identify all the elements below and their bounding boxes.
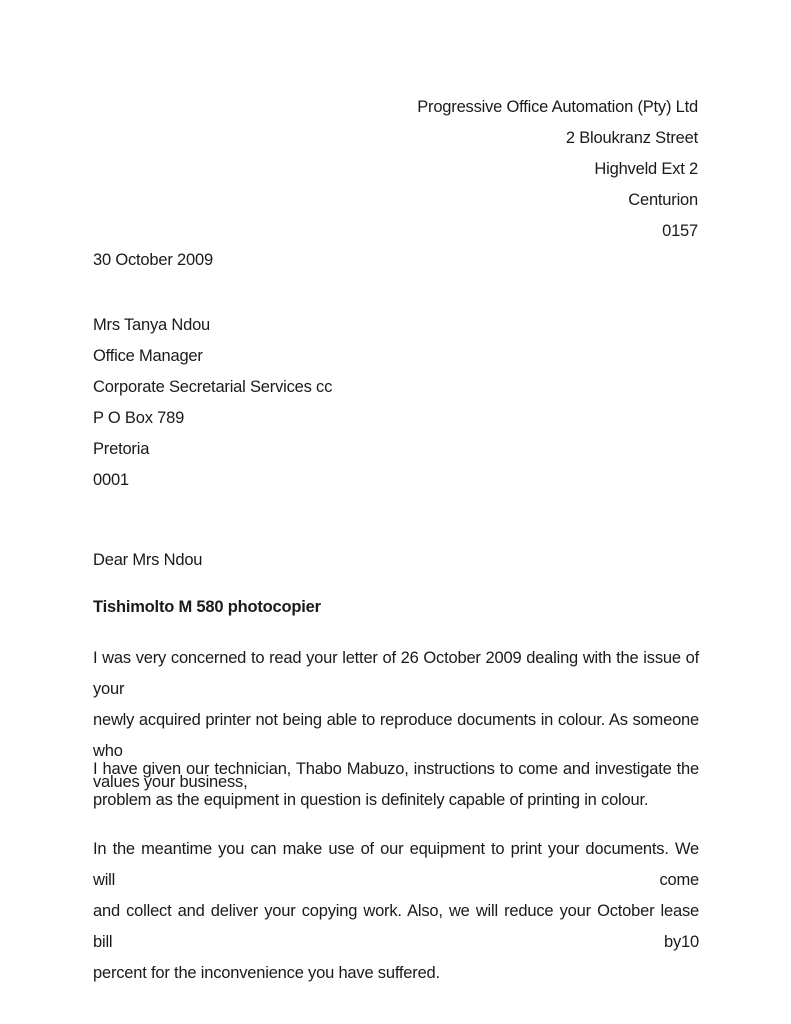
recipient-postal-code: 0001 [93,471,129,489]
paragraph-line: percent for the inconvenience you have suffered. [93,964,440,982]
recipient-name: Mrs Tanya Ndou [93,316,211,334]
paragraph-line: I was very concerned to read your letter of 26 October 2009 dealing with the issue of your [93,649,699,698]
sender-city: Centurion [628,191,698,209]
paragraph-line: newly acquired printer not being able to reproduce documents in colour. As someone who [93,711,699,760]
paragraph-line: values your business, [93,773,248,791]
sender-postal-code: 0157 [662,222,698,240]
paragraph-line: problem as the equipment in question is definitely capable of printing in colour. [93,791,649,809]
letter-date: 30 October 2009 [93,251,213,269]
recipient-city: Pretoria [93,440,150,458]
sender-address [417,92,698,247]
body-paragraph-3 [93,834,699,989]
paragraph-line: In the meantime you can make use of our equipment to print your documents. We will come [93,840,699,889]
recipient-title: Office Manager [93,347,203,365]
salutation: Dear Mrs Ndou [93,551,203,569]
paragraph-line: and collect and deliver your copying work. Also, we will reduce your October lease bill by10 [93,902,699,951]
body-paragraph-2 [93,754,699,816]
paragraph-line: I have given our technician, Thabo Mabuzo, instructions to come and investigate the [93,760,699,778]
recipient-po-box: P O Box 789 [93,409,185,427]
recipient-address [93,310,332,496]
sender-suburb: Highveld Ext 2 [594,160,698,178]
subject-line: Tishimolto M 580 photocopier [93,598,321,616]
sender-company: Progressive Office Automation (Pty) Ltd [417,98,698,116]
sender-street: 2 Bloukranz Street [565,129,698,147]
recipient-company: Corporate Secretarial Services cc [93,378,333,396]
